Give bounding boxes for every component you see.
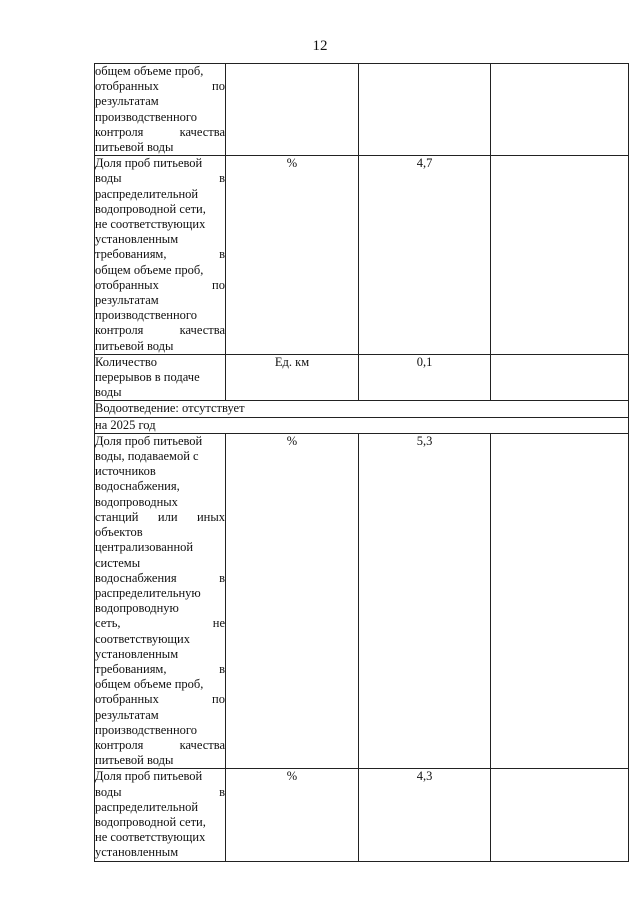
indicator-name-line: требованиям, в bbox=[95, 247, 225, 262]
indicator-name-line: объектов bbox=[95, 525, 143, 540]
table-section-row bbox=[95, 401, 629, 417]
section-heading: Водоотведение: отсутствует bbox=[95, 401, 629, 417]
indicator-name-line: воды bbox=[95, 385, 122, 400]
indicator-name-line: водопроводной сети, bbox=[95, 201, 206, 216]
indicator-name-line: централизованной bbox=[95, 540, 194, 555]
indicator-name-line: воды в bbox=[95, 171, 225, 186]
indicator-name-cell bbox=[95, 156, 226, 355]
indicator-name-line: соответствующих bbox=[95, 631, 190, 646]
indicator-name-line: результатам bbox=[95, 293, 159, 308]
unit-cell: % bbox=[226, 156, 359, 355]
unit-cell: % bbox=[226, 433, 359, 768]
indicator-name-line: установленным bbox=[95, 845, 179, 860]
indicator-name-cell bbox=[95, 433, 226, 768]
indicator-name-line: воды, подаваемой с bbox=[95, 449, 199, 464]
indicator-name-line: отобранных по bbox=[95, 692, 225, 707]
indicator-name-line: Количество bbox=[95, 354, 157, 369]
indicator-name-line: производственного bbox=[95, 308, 197, 323]
indicator-name-line: водоснабжения в bbox=[95, 570, 225, 585]
empty-cell bbox=[491, 354, 629, 401]
indicator-name-line: отобранных по bbox=[95, 79, 225, 94]
indicator-name-line: производственного bbox=[95, 109, 197, 124]
value-cell: 5,3 bbox=[359, 433, 491, 768]
indicator-name-cell bbox=[95, 354, 226, 401]
indicator-name-line: водопроводных bbox=[95, 494, 178, 509]
indicator-name-cell bbox=[95, 64, 226, 156]
indicator-name-line: питьевой воды bbox=[95, 338, 174, 353]
indicator-name-line: отобранных по bbox=[95, 277, 225, 292]
indicator-name-line: не соответствующих bbox=[95, 830, 206, 845]
indicator-name-line: питьевой воды bbox=[95, 753, 174, 768]
indicator-name-line: общем объеме проб, bbox=[95, 262, 204, 277]
value-cell: 4,7 bbox=[359, 156, 491, 355]
empty-cell bbox=[491, 769, 629, 861]
indicator-name-line: сеть, не bbox=[95, 616, 225, 631]
value-cell: 0,1 bbox=[359, 354, 491, 401]
indicator-name-line: контроля качества bbox=[95, 323, 225, 338]
indicator-name-line: водопроводной сети, bbox=[95, 814, 206, 829]
unit-cell: % bbox=[226, 769, 359, 861]
indicator-name-line: установленным bbox=[95, 232, 179, 247]
indicator-name-line: производственного bbox=[95, 722, 197, 737]
empty-cell bbox=[491, 433, 629, 768]
section-heading: на 2025 год bbox=[95, 417, 629, 433]
table-row bbox=[95, 354, 629, 401]
empty-cell bbox=[491, 64, 629, 156]
table-section-row bbox=[95, 417, 629, 433]
indicator-name-line: результатам bbox=[95, 94, 159, 109]
table-body bbox=[95, 64, 629, 862]
indicator-name-line: результатам bbox=[95, 707, 159, 722]
value-cell: 4,3 bbox=[359, 769, 491, 861]
indicator-name-line: водоснабжения, bbox=[95, 479, 180, 494]
table-row bbox=[95, 156, 629, 355]
indicator-name-line: системы bbox=[95, 555, 141, 570]
indicator-name-line: контроля качества bbox=[95, 737, 225, 752]
indicator-name-line: станций или иных bbox=[95, 509, 225, 524]
table-row bbox=[95, 769, 629, 861]
unit-cell bbox=[226, 64, 359, 156]
indicator-name-line: источников bbox=[95, 464, 156, 479]
unit-cell: Ед. км bbox=[226, 354, 359, 401]
table-row bbox=[95, 64, 629, 156]
indicator-name-line: перерывов в подаче bbox=[95, 370, 200, 385]
indicator-name-line: установленным bbox=[95, 646, 179, 661]
indicator-name-line: воды в bbox=[95, 784, 225, 799]
indicator-name-line: Доля проб питьевой bbox=[95, 769, 203, 784]
value-cell bbox=[359, 64, 491, 156]
indicator-name-line: Доля проб питьевой bbox=[95, 156, 203, 171]
empty-cell bbox=[491, 156, 629, 355]
indicators-table bbox=[94, 63, 629, 862]
indicator-name-line: общем объеме проб, bbox=[95, 677, 204, 692]
indicator-name-line: распределительной bbox=[95, 799, 199, 814]
page-number: 12 bbox=[312, 38, 328, 54]
indicator-name-line: общем объеме проб, bbox=[95, 64, 204, 78]
indicator-name-line: распределительную bbox=[95, 585, 201, 600]
indicator-name-line: питьевой воды bbox=[95, 140, 174, 155]
table-row bbox=[95, 433, 629, 768]
indicator-name-line: требованиям, в bbox=[95, 661, 225, 676]
indicator-name-line: контроля качества bbox=[95, 124, 225, 139]
indicator-name-line: водопроводную bbox=[95, 601, 179, 616]
indicator-name-line: не соответствующих bbox=[95, 217, 206, 232]
indicator-name-line: распределительной bbox=[95, 186, 199, 201]
indicator-name-line: Доля проб питьевой bbox=[95, 433, 203, 448]
indicator-name-cell bbox=[95, 769, 226, 861]
